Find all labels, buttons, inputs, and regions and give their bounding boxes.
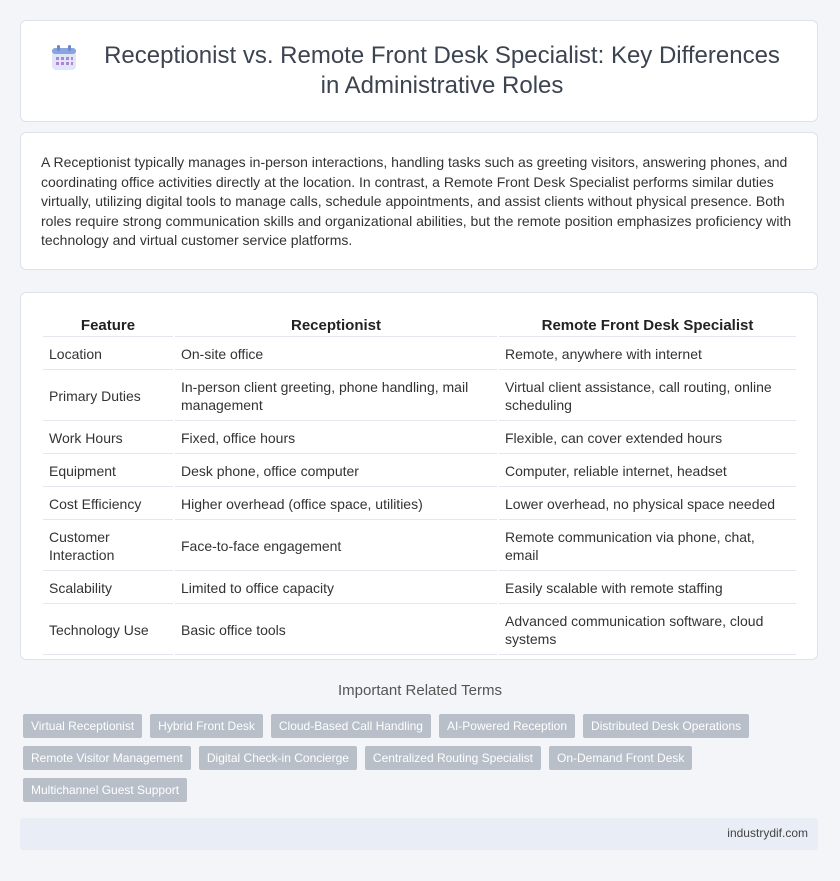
- feature-cell: Technology Use: [43, 606, 173, 655]
- related-term-tag[interactable]: On-Demand Front Desk: [549, 746, 692, 770]
- related-term-tag[interactable]: Digital Check-in Concierge: [199, 746, 357, 770]
- remote-cell: Advanced communication software, cloud systems: [499, 606, 796, 655]
- table-row: [43, 339, 796, 370]
- related-term-tag[interactable]: Remote Visitor Management: [23, 746, 191, 770]
- footer-site-link[interactable]: industrydif.com: [727, 826, 808, 840]
- related-term-tag[interactable]: Cloud-Based Call Handling: [271, 714, 431, 738]
- receptionist-cell: Higher overhead (office space, utilities): [175, 489, 497, 520]
- header-remote-specialist: Remote Front Desk Specialist: [499, 309, 796, 337]
- remote-cell: Computer, reliable internet, headset: [499, 456, 796, 487]
- table-header-row: [43, 309, 796, 337]
- feature-cell: Location: [43, 339, 173, 370]
- table-row: [43, 456, 796, 487]
- table-row: [43, 489, 796, 520]
- remote-cell: Flexible, can cover extended hours: [499, 423, 796, 454]
- table-row: [43, 522, 796, 571]
- header-feature: Feature: [43, 309, 173, 337]
- related-term-tag[interactable]: Virtual Receptionist: [23, 714, 142, 738]
- header-receptionist: Receptionist: [175, 309, 497, 337]
- related-term-tag[interactable]: Multichannel Guest Support: [23, 778, 187, 802]
- related-term-tag[interactable]: Centralized Routing Specialist: [365, 746, 541, 770]
- calendar-icon: [51, 45, 77, 71]
- feature-cell: Cost Efficiency: [43, 489, 173, 520]
- table-row: [43, 372, 796, 421]
- comparison-table: [41, 307, 798, 657]
- receptionist-cell: On-site office: [175, 339, 497, 370]
- table-row: [43, 606, 796, 655]
- remote-cell: Remote, anywhere with internet: [499, 339, 796, 370]
- receptionist-cell: Face-to-face engagement: [175, 522, 497, 571]
- related-terms-list: [23, 714, 823, 810]
- footer: [20, 818, 818, 850]
- receptionist-cell: Desk phone, office computer: [175, 456, 497, 487]
- remote-cell: Remote communication via phone, chat, email: [499, 522, 796, 571]
- table-row: [43, 573, 796, 604]
- receptionist-cell: Limited to office capacity: [175, 573, 497, 604]
- comparison-card: [20, 292, 818, 660]
- feature-cell: Customer Interaction: [43, 522, 173, 571]
- feature-cell: Equipment: [43, 456, 173, 487]
- related-term-tag[interactable]: Hybrid Front Desk: [150, 714, 263, 738]
- remote-cell: Easily scalable with remote staffing: [499, 573, 796, 604]
- related-term-tag[interactable]: Distributed Desk Operations: [583, 714, 749, 738]
- intro-card: [20, 132, 818, 270]
- receptionist-cell: Fixed, office hours: [175, 423, 497, 454]
- receptionist-cell: Basic office tools: [175, 606, 497, 655]
- title-card: [20, 20, 818, 122]
- receptionist-cell: In-person client greeting, phone handling, mail management: [175, 372, 497, 421]
- feature-cell: Primary Duties: [43, 372, 173, 421]
- remote-cell: Lower overhead, no physical space needed: [499, 489, 796, 520]
- table-row: [43, 423, 796, 454]
- related-terms-heading: Important Related Terms: [338, 682, 502, 699]
- feature-cell: Scalability: [43, 573, 173, 604]
- page-title: Receptionist vs. Remote Front Desk Specialist: Key Differences in Administrative Roles: [104, 42, 780, 99]
- intro-paragraph: A Receptionist typically manages in-person interactions, handling tasks such as greeting visitors, answering phones, and coordinating office activities directly at the location. In contrast, a Remote Front Desk Specialist performs similar duties virtually, utilizing digital tools to manage calls, schedule appointments, and assist clients without physical presence. Both roles require strong communication skills and organizational abilities, but the remote position emphasizes proficiency with technology and virtual customer service platforms.: [41, 154, 792, 249]
- feature-cell: Work Hours: [43, 423, 173, 454]
- related-term-tag[interactable]: AI-Powered Reception: [439, 714, 575, 738]
- remote-cell: Virtual client assistance, call routing, online scheduling: [499, 372, 796, 421]
